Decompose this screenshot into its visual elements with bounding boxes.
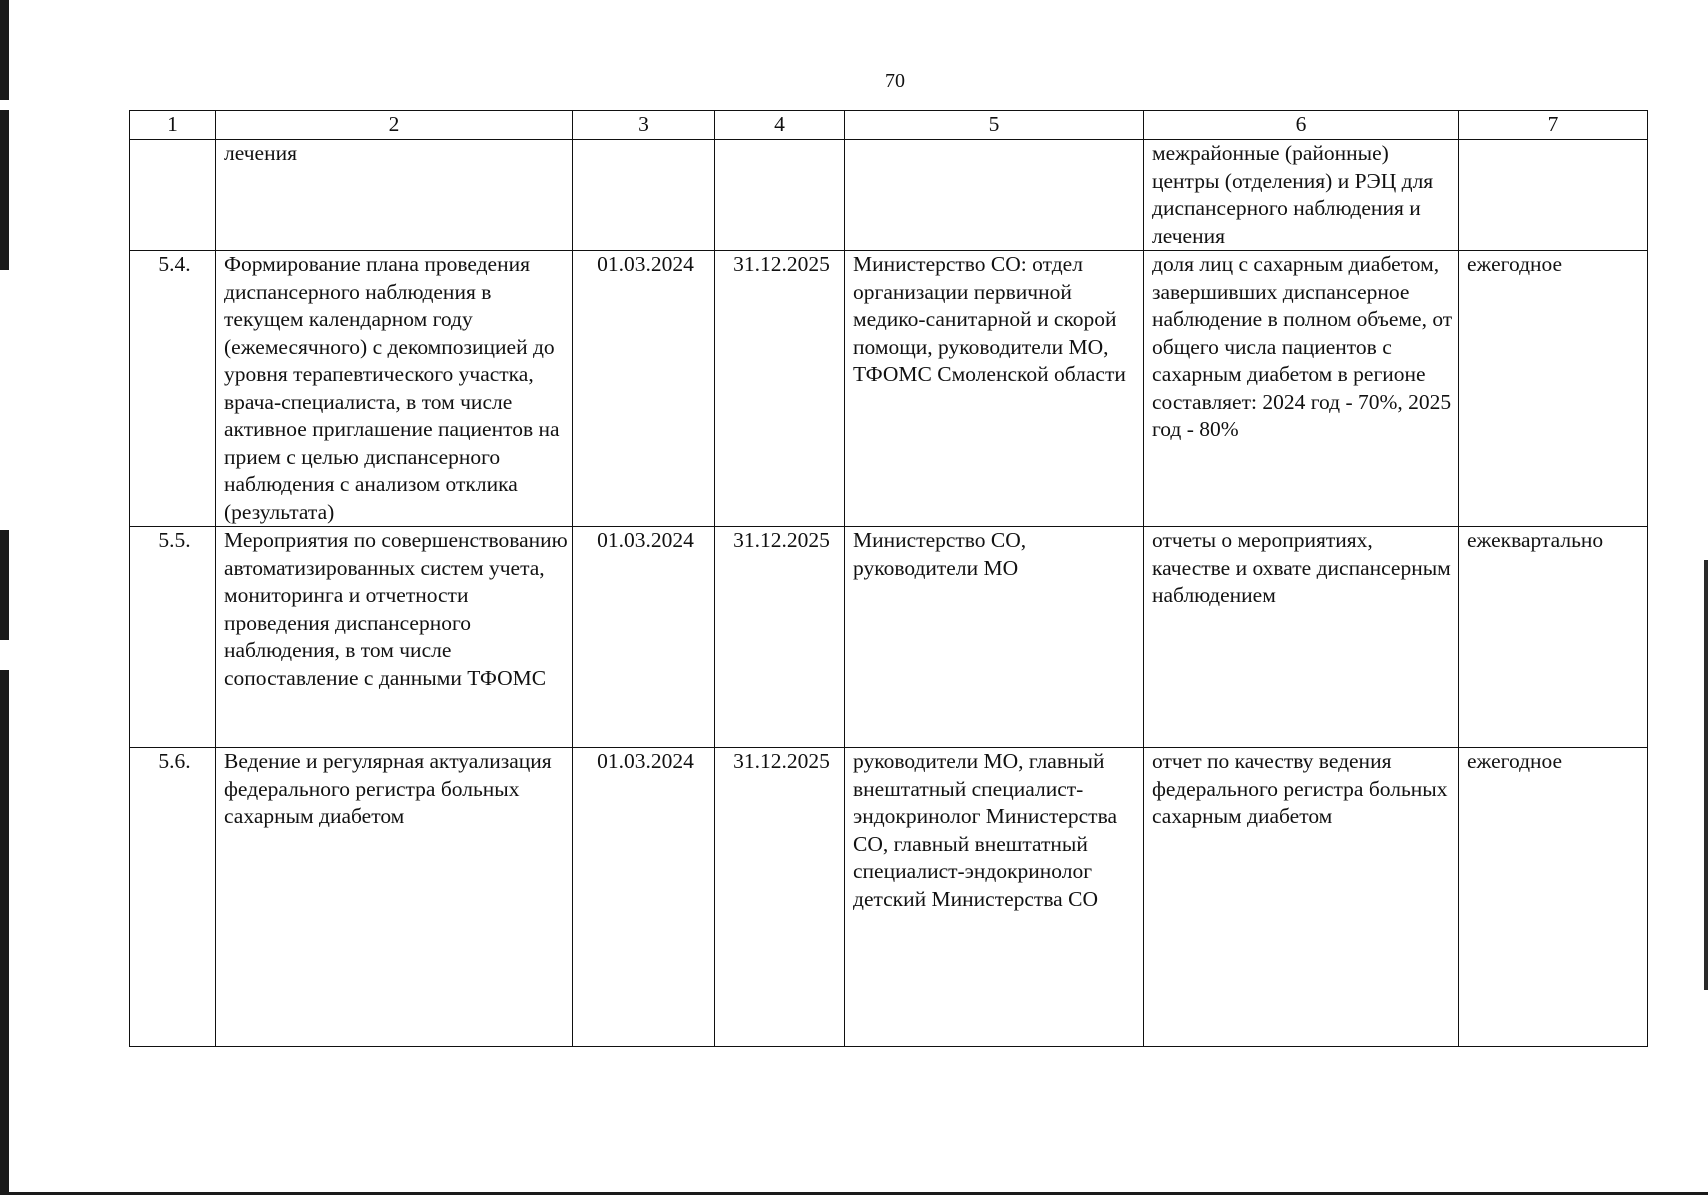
responsible-cell: Министерство СО, руководители МО (845, 527, 1144, 748)
table-row (130, 251, 1648, 527)
start-date-cell: 01.03.2024 (573, 527, 715, 748)
table-header-row (130, 111, 1648, 140)
plan-table (129, 110, 1648, 1047)
row-number: 5.5. (130, 527, 216, 748)
event-cell: Ведение и регулярная актуализация федерального регистра больных сахарным диабетом (216, 748, 573, 1047)
end-date-cell: 31.12.2025 (715, 748, 845, 1047)
indicator-cell: доля лиц с сахарным диабетом, завершивших диспансерное наблюдение в полном объеме, от общего числа пациентов с сахарным диабетом в регионе составляет: 2024 год - 70%, 2025 год - 80% (1144, 251, 1459, 527)
frequency-cell: ежеквартально (1459, 527, 1648, 748)
indicator-cell: отчет по качеству ведения федерального регистра больных сахарным диабетом (1144, 748, 1459, 1047)
row-number: 5.4. (130, 251, 216, 527)
responsible-cell: руководители МО, главный внештатный специалист-эндокринолог Министерства СО, главный внештатный специалист-эндокринолог детский Министерства СО (845, 748, 1144, 1047)
page-number: 70 (885, 70, 905, 92)
column-header-4: 4 (715, 111, 845, 140)
start-date-cell: 01.03.2024 (573, 251, 715, 527)
scan-border-right (1704, 560, 1708, 990)
scan-border-left (0, 0, 9, 1192)
start-date-cell (573, 140, 715, 251)
responsible-cell (845, 140, 1144, 251)
event-cell: Мероприятия по совершенствованию автоматизированных систем учета, мониторинга и отчетности проведения диспансерного наблюдения, в том числе сопоставление с данными ТФОМС (216, 527, 573, 748)
column-header-3: 3 (573, 111, 715, 140)
event-cell: Формирование плана проведения диспансерного наблюдения в текущем календарном году (ежемесячного) с декомпозицией до уровня терапевтического участка, врача-специалиста, в том числе активное приглашение пациентов на прием с целью диспансерного наблюдения с анализом отклика (результата) (216, 251, 573, 527)
indicator-cell: отчеты о мероприятиях, качестве и охвате диспансерным наблюдением (1144, 527, 1459, 748)
responsible-cell: Министерство СО: отдел организации первичной медико-санитарной и скорой помощи, руководители МО, ТФОМС Смоленской области (845, 251, 1144, 527)
start-date-cell: 01.03.2024 (573, 748, 715, 1047)
end-date-cell: 31.12.2025 (715, 251, 845, 527)
indicator-cell: межрайонные (районные) центры (отделения) и РЭЦ для диспансерного наблюдения и лечения (1144, 140, 1459, 251)
table-row (130, 748, 1648, 1047)
scan-border-bottom (0, 1192, 1708, 1195)
row-number: 5.6. (130, 748, 216, 1047)
end-date-cell (715, 140, 845, 251)
event-cell: лечения (216, 140, 573, 251)
frequency-cell (1459, 140, 1648, 251)
column-header-6: 6 (1144, 111, 1459, 140)
frequency-cell: ежегодное (1459, 251, 1648, 527)
column-header-5: 5 (845, 111, 1144, 140)
end-date-cell: 31.12.2025 (715, 527, 845, 748)
column-header-1: 1 (130, 111, 216, 140)
frequency-cell: ежегодное (1459, 748, 1648, 1047)
column-header-2: 2 (216, 111, 573, 140)
row-number (130, 140, 216, 251)
table-row (130, 527, 1648, 748)
table-row (130, 140, 1648, 251)
column-header-7: 7 (1459, 111, 1648, 140)
